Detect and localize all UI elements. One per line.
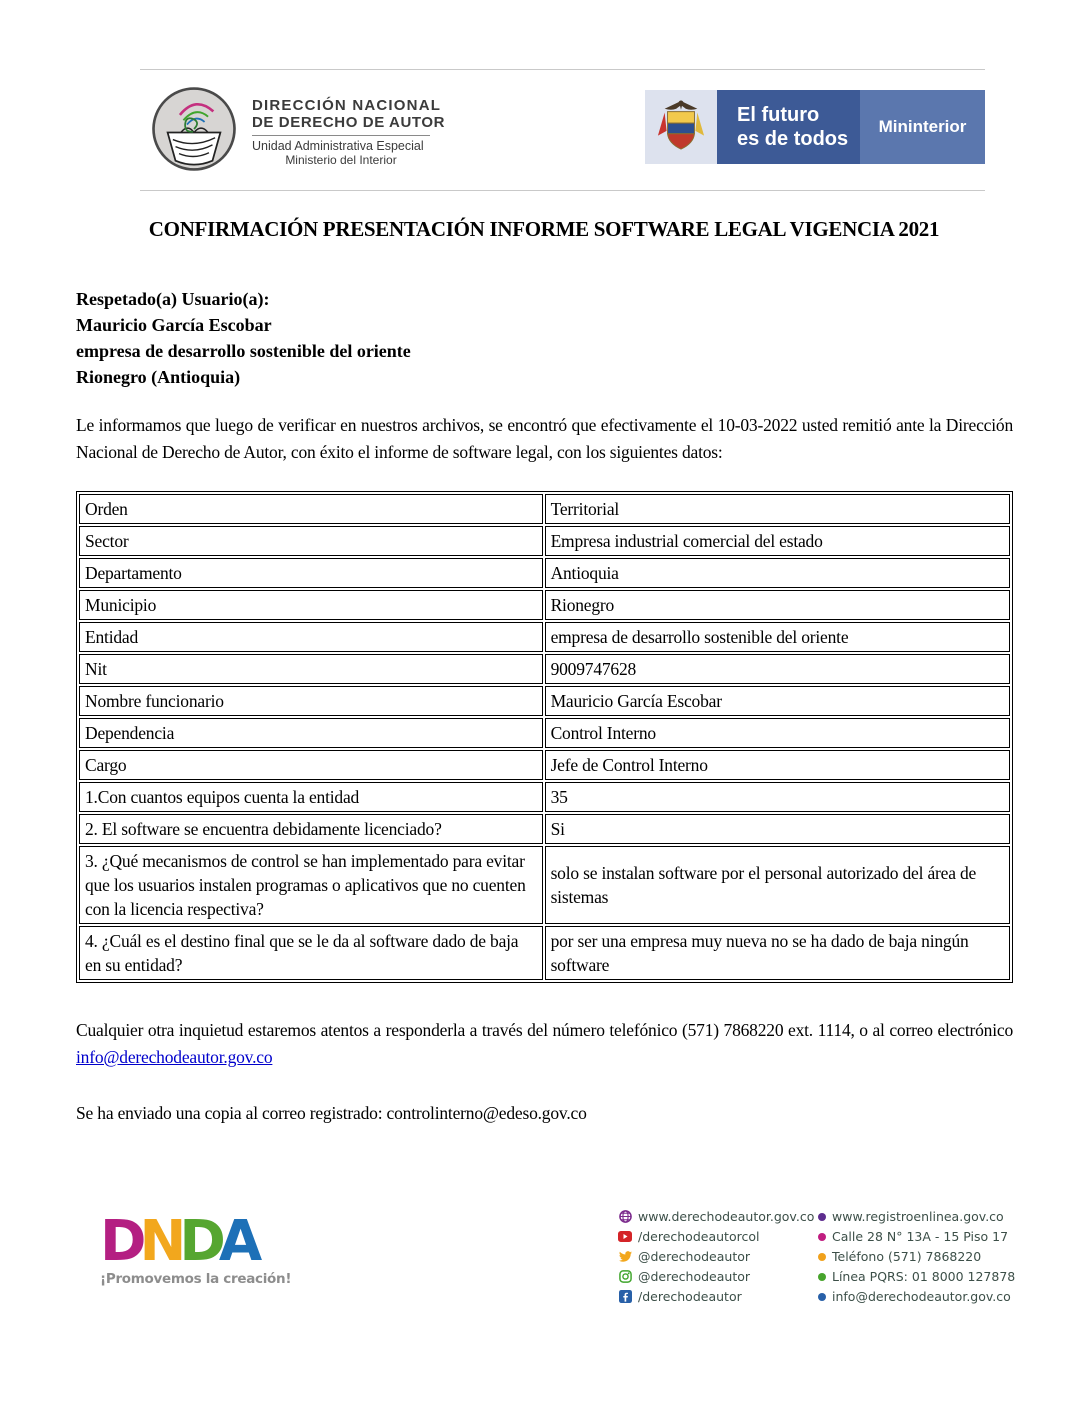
- table-row: [79, 622, 1010, 652]
- report-data-table: [76, 491, 1013, 983]
- copy-notice: Se ha enviado una copia al correo registrado: controlinterno@edeso.gov.co: [76, 1103, 587, 1123]
- footer-contact-list: [818, 1207, 1018, 1307]
- table-row: [79, 926, 1010, 980]
- dnda-seal-block: [150, 85, 446, 173]
- table-row: [79, 782, 1010, 812]
- field-value: Empresa industrial comercial del estado: [545, 526, 1010, 556]
- seal-line1: DIRECCIÓN NACIONAL: [252, 97, 442, 114]
- header-bottom-rule: [140, 190, 985, 191]
- field-value: Mauricio García Escobar: [545, 686, 1010, 716]
- footer-contact-label: Teléfono (571) 7868220: [832, 1248, 982, 1264]
- table-row: [79, 750, 1010, 780]
- mininterior-banner: [645, 90, 985, 164]
- intro-paragraph: Le informamos que luego de verificar en nuestros archivos, se encontró que efectivamente el 10-03-2022 usted remitió ante la Dirección Nacional de Derecho de Autor, con éxito el informe de software legal, con los siguientes datos:: [76, 415, 1013, 462]
- footer-social-label: /derechodeautor: [638, 1288, 742, 1304]
- twitter-icon: [618, 1250, 632, 1264]
- bullet-icon: [818, 1213, 826, 1221]
- footer-contact-label: Línea PQRS: 01 8000 127878: [832, 1268, 1016, 1284]
- field-value: empresa de desarrollo sostenible del oriente: [545, 622, 1010, 652]
- footer-social-label: /derechodeautorcol: [638, 1228, 760, 1244]
- header-top-rule: [140, 69, 985, 70]
- letterhead: [150, 85, 985, 185]
- page-title: CONFIRMACIÓN PRESENTACIÓN INFORME SOFTWARE LEGAL VIGENCIA 2021: [148, 217, 940, 241]
- table-row: [79, 526, 1010, 556]
- field-value: Jefe de Control Interno: [545, 750, 1010, 780]
- greeting-entity: empresa de desarrollo sostenible del oriente: [76, 341, 411, 361]
- footer-contact-item: [818, 1227, 1018, 1247]
- contact-text: Cualquier otra inquietud estaremos atentos a responderla a través del número telefónico (571) 7868220 ext. 1114, o al correo electrónico: [76, 1020, 1013, 1040]
- footer-social-item: [618, 1267, 818, 1287]
- banner-coat-panel: [645, 90, 717, 164]
- footer-social-item: [618, 1227, 818, 1247]
- greeting-block: [76, 286, 1012, 390]
- dnda-wordmark: [100, 1208, 291, 1274]
- footer-contact-item: [818, 1207, 1018, 1227]
- footer-social-label: @derechodeautor: [638, 1268, 751, 1284]
- banner-ministry: [860, 90, 985, 164]
- footer-social-list: [618, 1207, 818, 1307]
- footer-contact-label: www.registroenlinea.gov.co: [832, 1208, 1004, 1224]
- footer-contact-label: info@derechodeautor.gov.co: [832, 1288, 1011, 1304]
- greeting-salutation: Respetado(a) Usuario(a):: [76, 289, 270, 309]
- field-label: Dependencia: [79, 718, 543, 748]
- field-value: solo se instalan software por el personal autorizado del área de sistemas: [545, 846, 1010, 924]
- dnda-letter: D: [100, 1208, 140, 1274]
- footer-social-item: [618, 1287, 818, 1307]
- dnda-letter: A: [218, 1208, 256, 1274]
- dnda-seal-logo: [150, 85, 238, 173]
- dnda-seal-text: [252, 97, 446, 167]
- field-value: Control Interno: [545, 718, 1010, 748]
- banner-ministry-label: Mininterior: [878, 117, 967, 136]
- banner-slogan-line1: El futuro: [737, 104, 820, 126]
- footer-social-label: @derechodeautor: [638, 1248, 751, 1264]
- field-label: Entidad: [79, 622, 543, 652]
- footer-social-item: [618, 1247, 818, 1267]
- field-label: 3. ¿Qué mecanismos de control se han implementado para evitar que los usuarios instalen programas o aplicativos que no cuenten con la licencia respectiva?: [79, 846, 543, 924]
- email-link[interactable]: info@derechodeautor.gov.co: [76, 1046, 273, 1067]
- bullet-icon: [818, 1293, 826, 1301]
- table-row: [79, 718, 1010, 748]
- table-row: [79, 590, 1010, 620]
- field-label: Nit: [79, 654, 543, 684]
- seal-line2: DE DERECHO DE AUTOR: [252, 114, 446, 131]
- footer-social-item: [618, 1207, 818, 1227]
- field-label: Sector: [79, 526, 543, 556]
- field-label: 1.Con cuantos equipos cuenta la entidad: [79, 782, 543, 812]
- field-value: Rionegro: [545, 590, 1010, 620]
- footer-contact-label: Calle 28 N° 13A - 15 Piso 17: [832, 1228, 1009, 1244]
- bullet-icon: [818, 1233, 826, 1241]
- field-label: Municipio: [79, 590, 543, 620]
- field-value: Si: [545, 814, 1010, 844]
- dnda-letter: N: [139, 1208, 180, 1274]
- facebook-icon: [618, 1290, 632, 1304]
- footer-social-label: www.derechodeautor.gov.co: [638, 1208, 815, 1224]
- field-label: 2. El software se encuentra debidamente licenciado?: [79, 814, 543, 844]
- seal-line4: Ministerio del Interior: [285, 153, 397, 167]
- youtube-icon: [618, 1230, 632, 1244]
- field-value: por ser una empresa muy nueva no se ha dado de baja ningún software: [545, 926, 1010, 980]
- field-value: Antioquia: [545, 558, 1010, 588]
- greeting-name: Mauricio García Escobar: [76, 315, 272, 335]
- field-value: 9009747628: [545, 654, 1010, 684]
- dnda-letter: D: [179, 1208, 219, 1274]
- field-label: Departamento: [79, 558, 543, 588]
- bullet-icon: [818, 1273, 826, 1281]
- table-row: [79, 558, 1010, 588]
- table-row: [79, 686, 1010, 716]
- field-label: 4. ¿Cuál es el destino final que se le da al software dado de baja en su entidad?: [79, 926, 543, 980]
- contact-paragraph: [76, 1017, 1013, 1070]
- table-row: [79, 814, 1010, 844]
- field-label: Nombre funcionario: [79, 686, 543, 716]
- table-row: [79, 846, 1010, 924]
- footer-contact-item: [818, 1267, 1018, 1287]
- table-row: [79, 494, 1010, 524]
- footer-contact-item: [818, 1247, 1018, 1267]
- instagram-icon: [618, 1270, 632, 1284]
- footer-contact-item: [818, 1287, 1018, 1307]
- dnda-logo: [100, 1208, 292, 1287]
- field-label: Orden: [79, 494, 543, 524]
- footer: [0, 1207, 1088, 1327]
- field-label: Cargo: [79, 750, 543, 780]
- dnda-tagline: ¡Promovemos la creación!: [100, 1270, 292, 1287]
- bullet-icon: [818, 1253, 826, 1261]
- banner-slogan: [717, 90, 860, 164]
- field-value: Territorial: [545, 494, 1010, 524]
- globe-icon: [618, 1210, 632, 1224]
- seal-line3: Unidad Administrativa Especial: [252, 139, 424, 153]
- colombia-coat-of-arms: [656, 97, 706, 157]
- seal-divider: [252, 135, 430, 136]
- greeting-city: Rionegro (Antioquia): [76, 367, 241, 387]
- table-row: [79, 654, 1010, 684]
- banner-slogan-line2: es de todos: [737, 128, 849, 150]
- field-value: 35: [545, 782, 1010, 812]
